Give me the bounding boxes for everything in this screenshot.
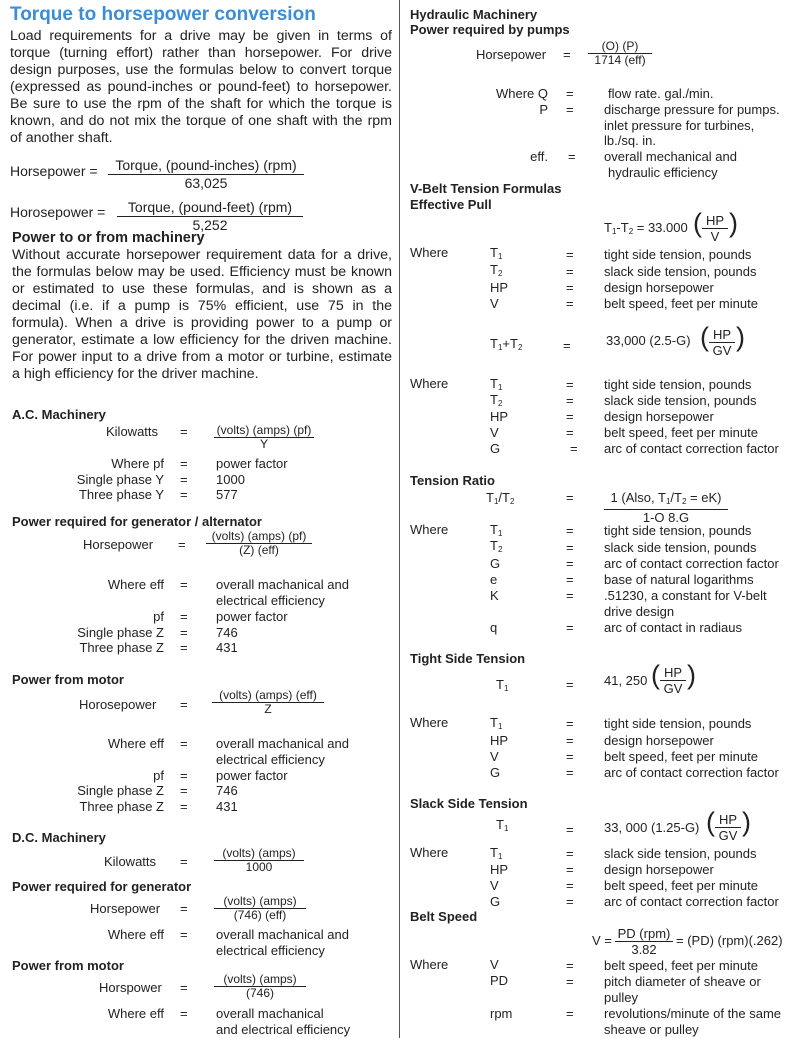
vbelt-f2-t1: T: [490, 336, 498, 351]
vbelt-desc: design horsepower: [604, 280, 714, 295]
vbelt-f2-paren-right: ): [736, 322, 745, 352]
vbelt2-eq: =: [566, 409, 574, 424]
column-divider: [399, 0, 400, 1038]
gen-alt-row-eq: =: [180, 625, 188, 640]
vbelt-symbol: V: [490, 296, 499, 311]
slack-symbol: V: [490, 878, 499, 893]
vbelt-f1-paren-left: (: [693, 208, 702, 238]
ratio-heading: Tension Ratio: [410, 473, 495, 488]
hyd-row-value: inlet pressure for turbines,: [604, 118, 755, 133]
tight-desc: design horsepower: [604, 733, 714, 748]
tight-desc: belt speed, feet per minute: [604, 749, 758, 764]
gen-alt-row-eq: =: [180, 577, 188, 592]
gen-alt-row-label: Single phase Z: [77, 625, 164, 640]
vbelt-f1-paren-right: ): [729, 208, 738, 238]
hyd-row-eq: =: [566, 102, 574, 117]
vbelt-eq: =: [566, 264, 574, 279]
speed-where: Where: [410, 957, 449, 972]
slack-row-eq: =: [566, 878, 574, 893]
ac-row-label: Where pf: [111, 456, 164, 471]
gen-alt-heading: Power required for generator / alternator: [12, 514, 262, 529]
slack-rest: 33, 000 (1.25-G): [604, 820, 700, 835]
hyd-heading-1: Hydraulic Machinery: [410, 7, 538, 22]
ac-row-label: Three phase Y: [78, 487, 164, 502]
ratio-numerator: 1 (Also, $T_1/T_2 = eK$): [604, 490, 728, 510]
ratio-symbol: $T_2$: [490, 538, 503, 554]
motor-ac-row-value: overall machanical and: [216, 736, 349, 751]
speed-desc: revolutions/minute of the same: [604, 1006, 782, 1021]
speed-fraction: [615, 926, 673, 957]
gen-alt-eq: =: [178, 537, 186, 552]
dc-kw-eq: =: [180, 854, 188, 869]
motor-dc-where: Where eff: [107, 1006, 164, 1021]
page-title: Torque to horsepower conversion: [10, 4, 316, 25]
tight-heading: Tight Side Tension: [410, 651, 526, 666]
motor-ac-row-eq: =: [180, 783, 188, 798]
tight-where: Where: [410, 715, 449, 730]
motor-dc-eq: =: [180, 980, 188, 995]
gen-dc-eq: =: [180, 901, 188, 916]
motor-dc-denominator: (746): [245, 986, 274, 1000]
slack-row-eq: =: [566, 894, 574, 909]
speed-symbol: V: [490, 957, 499, 972]
motor-ac-row-value: power factor: [216, 768, 288, 783]
gen-alt-row-label: pf: [153, 609, 164, 624]
speed-desc: sheave or pulley: [604, 1022, 699, 1037]
motor-dc-value-1: overall machanical: [216, 1006, 324, 1021]
vbelt-desc: tight side tension, pounds: [604, 247, 752, 262]
hp-feet-formula: [117, 199, 303, 234]
motor-dc-numerator: (volts) (amps): [214, 973, 306, 987]
hyd-row-eq: =: [568, 149, 576, 164]
tight-paren-right: ): [687, 660, 696, 690]
ac-row-value: power factor: [216, 456, 288, 471]
tight-fraction: [660, 665, 686, 696]
gen-alt-row-eq: =: [180, 640, 188, 655]
motor-ac-row-label: Three phase Z: [79, 799, 164, 814]
motor-dc-where-eq: =: [180, 1006, 188, 1021]
ratio-desc: arc of contact correction factor: [604, 556, 779, 571]
ac-kw-label: Kilowatts: [106, 424, 159, 439]
speed-lhs: V =: [592, 933, 612, 948]
tight-eq: =: [566, 677, 574, 692]
motor-ac-heading: Power from motor: [12, 672, 124, 687]
hyd-row-value: hydraulic efficiency: [608, 165, 718, 180]
slack-where: Where: [410, 845, 449, 860]
vbelt2-desc: tight side tension, pounds: [604, 377, 752, 392]
vbelt-f2-eq: =: [563, 338, 571, 353]
motor-ac-numerator: (volts) (amps) (eff): [212, 689, 324, 703]
vbelt-f1-numerator: HP: [702, 213, 728, 229]
tight-denominator: GV: [663, 681, 683, 696]
vbelt2-eq: =: [570, 441, 578, 456]
slack-symbol: G: [490, 894, 501, 909]
tight-paren-left: (: [651, 660, 660, 690]
hyd-row-value: discharge pressure for pumps.: [604, 102, 780, 117]
speed-desc: belt speed, feet per minute: [604, 958, 758, 973]
ratio-desc: slack side tension, pounds: [604, 540, 757, 555]
slack-desc: arc of contact correction factor: [604, 894, 779, 909]
ac-kw-denominator: Y: [259, 437, 268, 451]
hyd-row-label: eff.: [530, 149, 548, 164]
gen-dc-value-2: electrical efficiency: [216, 943, 325, 958]
dc-kw-label: Kilowatts: [104, 854, 157, 869]
vbelt-f2-fraction: [709, 327, 735, 358]
speed-desc: pitch diameter of sheave or: [604, 974, 761, 989]
speed-symbol: PD: [490, 973, 509, 988]
speed-rest: = (PD) (rpm)(.262): [676, 933, 783, 948]
vbelt2-symbol: $T_2$: [490, 392, 503, 408]
gen-alt-label: Horsepower: [83, 537, 154, 552]
ac-row-eq: =: [180, 456, 188, 471]
vbelt-desc: slack side tension, pounds: [604, 264, 757, 279]
ratio-symbol: e: [490, 572, 498, 587]
slack-eq: =: [566, 822, 574, 837]
vbelt2-desc: belt speed, feet per minute: [604, 425, 758, 440]
tight-desc: arc of contact correction factor: [604, 765, 779, 780]
motor-dc-value-2: and electrical efficiency: [216, 1022, 351, 1037]
hyd-heading-2: Power required by pumps: [410, 22, 570, 37]
slack-desc: slack side tension, pounds: [604, 846, 757, 861]
hyd-label: Horsepower: [476, 47, 547, 62]
hyd-denominator: 1714 (eff): [594, 53, 646, 67]
machinery-paragraph: Without accurate horsepower requirement data for a drive, the formulas below may be used. Efficiency must be known or estimated to use these formulas, and is shown as a decimal (i.e. if a pump is 75% efficient, use 75 in the formula). When a drive is providing power to a pump or generator, estimate a low efficiency for the driven machine. For power input to a drive from a motor or turbine, estimate a high efficiency for the driver machine.: [12, 247, 392, 382]
intro-paragraph: Load requirements for a drive may be given in terms of torque (turning effort) rather than horsepower. For drive design purposes, use the formulas below to convert torque (expressed as pound-inches or pound-feet) to horsepower. Be sure to use the rpm of the shaft for which the torque is known, and do not mix the torque of one shaft with the rpm of another shaft.: [10, 28, 392, 146]
vbelt2-eq: =: [566, 377, 574, 392]
speed-row-eq: =: [566, 974, 574, 989]
hyd-row-value: flow rate. gal./min.: [608, 86, 714, 101]
ac-row-eq: =: [180, 472, 188, 487]
speed-heading: Belt Speed: [410, 909, 478, 924]
vbelt-desc: belt speed, feet per minute: [604, 296, 758, 311]
tight-symbol: $T_1$: [490, 715, 503, 731]
hp-inch-formula: [108, 157, 304, 192]
motor-ac-eq: =: [180, 697, 188, 712]
motor-ac-label: Horosepower: [79, 697, 157, 712]
gen-alt-row-value: 746: [216, 625, 238, 640]
ac-kw-eq: =: [180, 424, 188, 439]
ratio-row-eq: =: [566, 556, 574, 571]
vbelt-where-1: Where: [410, 245, 449, 260]
ac-kw-formula: [214, 424, 314, 451]
vbelt2-desc: arc of contact correction factor: [604, 441, 779, 456]
hyd-row-label: P: [539, 102, 548, 117]
speed-row-eq: =: [566, 1006, 574, 1021]
hp-inch-denominator: 63,025: [184, 175, 228, 191]
vbelt-f2-denominator: GV: [712, 343, 732, 358]
vbelt-symbol: HP: [490, 280, 509, 295]
ratio-symbol: $T_1$: [490, 522, 503, 538]
motor-ac-row-eq: =: [180, 799, 188, 814]
ac-row-eq: =: [180, 487, 188, 502]
dc-kw-numerator: (volts) (amps): [214, 847, 304, 861]
tight-lhs: $T_1$: [496, 677, 509, 693]
gen-dc-heading: Power required for generator: [12, 879, 192, 894]
tight-desc: tight side tension, pounds: [604, 716, 752, 731]
vbelt-heading-1: V-Belt Tension Formulas: [410, 181, 562, 196]
vbelt2-symbol: V: [490, 425, 499, 440]
speed-row-eq: =: [566, 958, 574, 973]
vbelt-eq: =: [566, 280, 574, 295]
ratio-symbol: G: [490, 556, 501, 571]
hp-feet-numerator: Torque, (pound-feet) (rpm): [117, 199, 303, 217]
vbelt-symbol: $T_1$: [490, 245, 503, 261]
motor-ac-row-value: 431: [216, 799, 238, 814]
slack-fraction: [715, 812, 741, 843]
motor-ac-row-value: 746: [216, 783, 238, 798]
gen-dc-where-eq: =: [180, 927, 188, 942]
vbelt-f2-rest: 33,000 (2.5-G): [606, 333, 691, 348]
motor-ac-row-label: Single phase Z: [77, 783, 164, 798]
ac-row-label: Single phase Y: [76, 472, 164, 487]
dc-kw-formula: [214, 847, 304, 874]
hp-inch-numerator: Torque, (pound-inches) (rpm): [108, 157, 304, 175]
tight-row-eq: =: [566, 765, 574, 780]
tight-row-eq: =: [566, 716, 574, 731]
vbelt-f2-t2: +T: [502, 336, 518, 351]
ratio-desc: .51230, a constant for V-belt: [604, 588, 767, 603]
slack-symbol: HP: [490, 862, 509, 877]
vbelt2-eq: =: [566, 393, 574, 408]
ratio-symbol: K: [490, 588, 499, 603]
gen-dc-where: Where eff: [107, 927, 164, 942]
slack-lhs: $T_1$: [496, 817, 509, 833]
vbelt-f1-t2: -T: [616, 220, 629, 235]
slack-symbol: $T_1$: [490, 845, 503, 861]
vbelt-f1-t1: T: [604, 220, 612, 235]
tight-symbol: V: [490, 749, 499, 764]
gen-alt-row-label: Where eff: [107, 577, 164, 592]
motor-ac-row-label: pf: [153, 768, 164, 783]
gen-alt-row-eq: =: [180, 609, 188, 624]
gen-alt-row-value: overall machanical and: [216, 577, 349, 592]
slack-desc: design horsepower: [604, 862, 714, 877]
hyd-eq: =: [563, 47, 571, 62]
motor-ac-row-value: electrical efficiency: [216, 752, 325, 767]
slack-paren-right: ): [742, 807, 751, 837]
speed-numerator: PD (rpm): [615, 926, 673, 942]
vbelt-f2-numerator: HP: [709, 327, 735, 343]
gen-dc-formula: [214, 895, 306, 922]
ac-heading: A.C. Machinery: [12, 407, 106, 422]
ac-row-value: 577: [216, 487, 238, 502]
vbelt2-eq: =: [566, 425, 574, 440]
hp-feet-label: Horosepower =: [10, 204, 106, 220]
ratio-where: Where: [410, 522, 449, 537]
motor-dc-formula: [214, 973, 306, 1000]
gen-dc-label: Horsepower: [90, 901, 161, 916]
motor-ac-row-label: Where eff: [107, 736, 164, 751]
hyd-row-value: lb./sq. in.: [604, 133, 657, 148]
motor-dc-heading: Power from motor: [12, 958, 124, 973]
hp-inch-label: Horsepower =: [10, 163, 98, 179]
vbelt-f1-rest: = 33.000: [633, 220, 688, 235]
hyd-row-eq: =: [566, 86, 574, 101]
slack-row-eq: =: [566, 846, 574, 861]
vbelt2-desc: slack side tension, pounds: [604, 393, 757, 408]
vbelt-eq: =: [566, 247, 574, 262]
slack-numerator: HP: [715, 812, 741, 828]
tight-symbol: G: [490, 765, 501, 780]
ratio-formula: [604, 490, 728, 525]
ratio-eq: =: [566, 490, 574, 505]
dc-kw-denominator: 1000: [245, 860, 273, 874]
tight-symbol: HP: [490, 733, 509, 748]
hyd-formula: [588, 40, 652, 67]
hyd-row-label: Where Q: [495, 86, 548, 101]
vbelt2-desc: design horsepower: [604, 409, 714, 424]
speed-desc: pulley: [604, 990, 638, 1005]
ratio-row-eq: =: [566, 572, 574, 587]
slack-row-eq: =: [566, 862, 574, 877]
machinery-heading: Power to or from machinery: [12, 230, 205, 246]
gen-alt-row-label: Three phase Z: [79, 640, 164, 655]
dc-heading: D.C. Machinery: [12, 830, 106, 845]
gen-alt-row-value: electrical efficiency: [216, 593, 325, 608]
vbelt-formula-1: $T_1-T_2 = 33.000$: [604, 220, 688, 236]
ratio-denominator: 1-O 8.G: [642, 510, 690, 525]
hyd-row-value: overall mechanical and: [604, 149, 737, 164]
motor-dc-label: Horspower: [99, 980, 162, 995]
gen-alt-row-value: 431: [216, 640, 238, 655]
vbelt-f2-paren-left: (: [700, 322, 709, 352]
ratio-desc: base of natural logarithms: [604, 572, 754, 587]
gen-dc-denominator: (746) (eff): [233, 908, 287, 922]
ac-kw-numerator: (volts) (amps) (pf): [214, 424, 314, 438]
gen-alt-numerator: (volts) (amps) (pf): [206, 530, 312, 544]
ratio-row-eq: =: [566, 540, 574, 555]
vbelt-where-2: Where: [410, 376, 449, 391]
vbelt2-symbol: G: [490, 441, 501, 456]
slack-heading: Slack Side Tension: [410, 796, 528, 811]
ratio-symbol: q: [490, 620, 498, 635]
ratio-desc: drive design: [604, 604, 675, 619]
motor-ac-denominator: Z: [264, 702, 272, 716]
speed-denominator: 3.82: [631, 942, 657, 957]
ratio-desc: arc of contact in radiaus: [604, 620, 743, 635]
vbelt-eq: =: [566, 296, 574, 311]
vbelt-heading-2: Effective Pull: [410, 197, 492, 212]
ratio-row-eq: =: [566, 523, 574, 538]
ratio-desc: tight side tension, pounds: [604, 523, 752, 538]
tight-numerator: HP: [660, 665, 686, 681]
slack-paren-left: (: [706, 807, 715, 837]
gen-dc-value-1: overall machanical and: [216, 927, 349, 942]
motor-ac-row-eq: =: [180, 768, 188, 783]
motor-ac-row-eq: =: [180, 736, 188, 751]
ratio-row-eq: =: [566, 620, 574, 635]
vbelt-symbol: $T_2$: [490, 262, 503, 278]
gen-alt-row-value: power factor: [216, 609, 288, 624]
ratio-row-eq: =: [566, 588, 574, 603]
motor-ac-formula: [212, 689, 324, 716]
tight-row-eq: =: [566, 749, 574, 764]
slack-desc: belt speed, feet per minute: [604, 878, 758, 893]
slack-denominator: GV: [718, 828, 738, 843]
speed-symbol: rpm: [490, 1006, 513, 1021]
hp-feet-denominator: 5,252: [192, 217, 228, 233]
hyd-numerator: (O) (P): [588, 40, 652, 54]
vbelt-f1-fraction: [702, 213, 728, 244]
gen-alt-denominator: (Z) (eff): [239, 543, 279, 557]
gen-dc-numerator: (volts) (amps): [214, 895, 306, 909]
tight-rest: 41, 250: [604, 673, 648, 688]
vbelt-f1-denominator: V: [710, 229, 720, 244]
gen-alt-formula: [206, 530, 312, 557]
vbelt-formula-2-lhs: $T_1+T_2$: [490, 336, 523, 352]
ratio-lhs: $T_1/T_2$: [486, 490, 515, 506]
ac-row-value: 1000: [216, 472, 245, 487]
vbelt2-symbol: $T_1$: [490, 376, 503, 392]
vbelt2-symbol: HP: [490, 409, 509, 424]
tight-row-eq: =: [566, 733, 574, 748]
